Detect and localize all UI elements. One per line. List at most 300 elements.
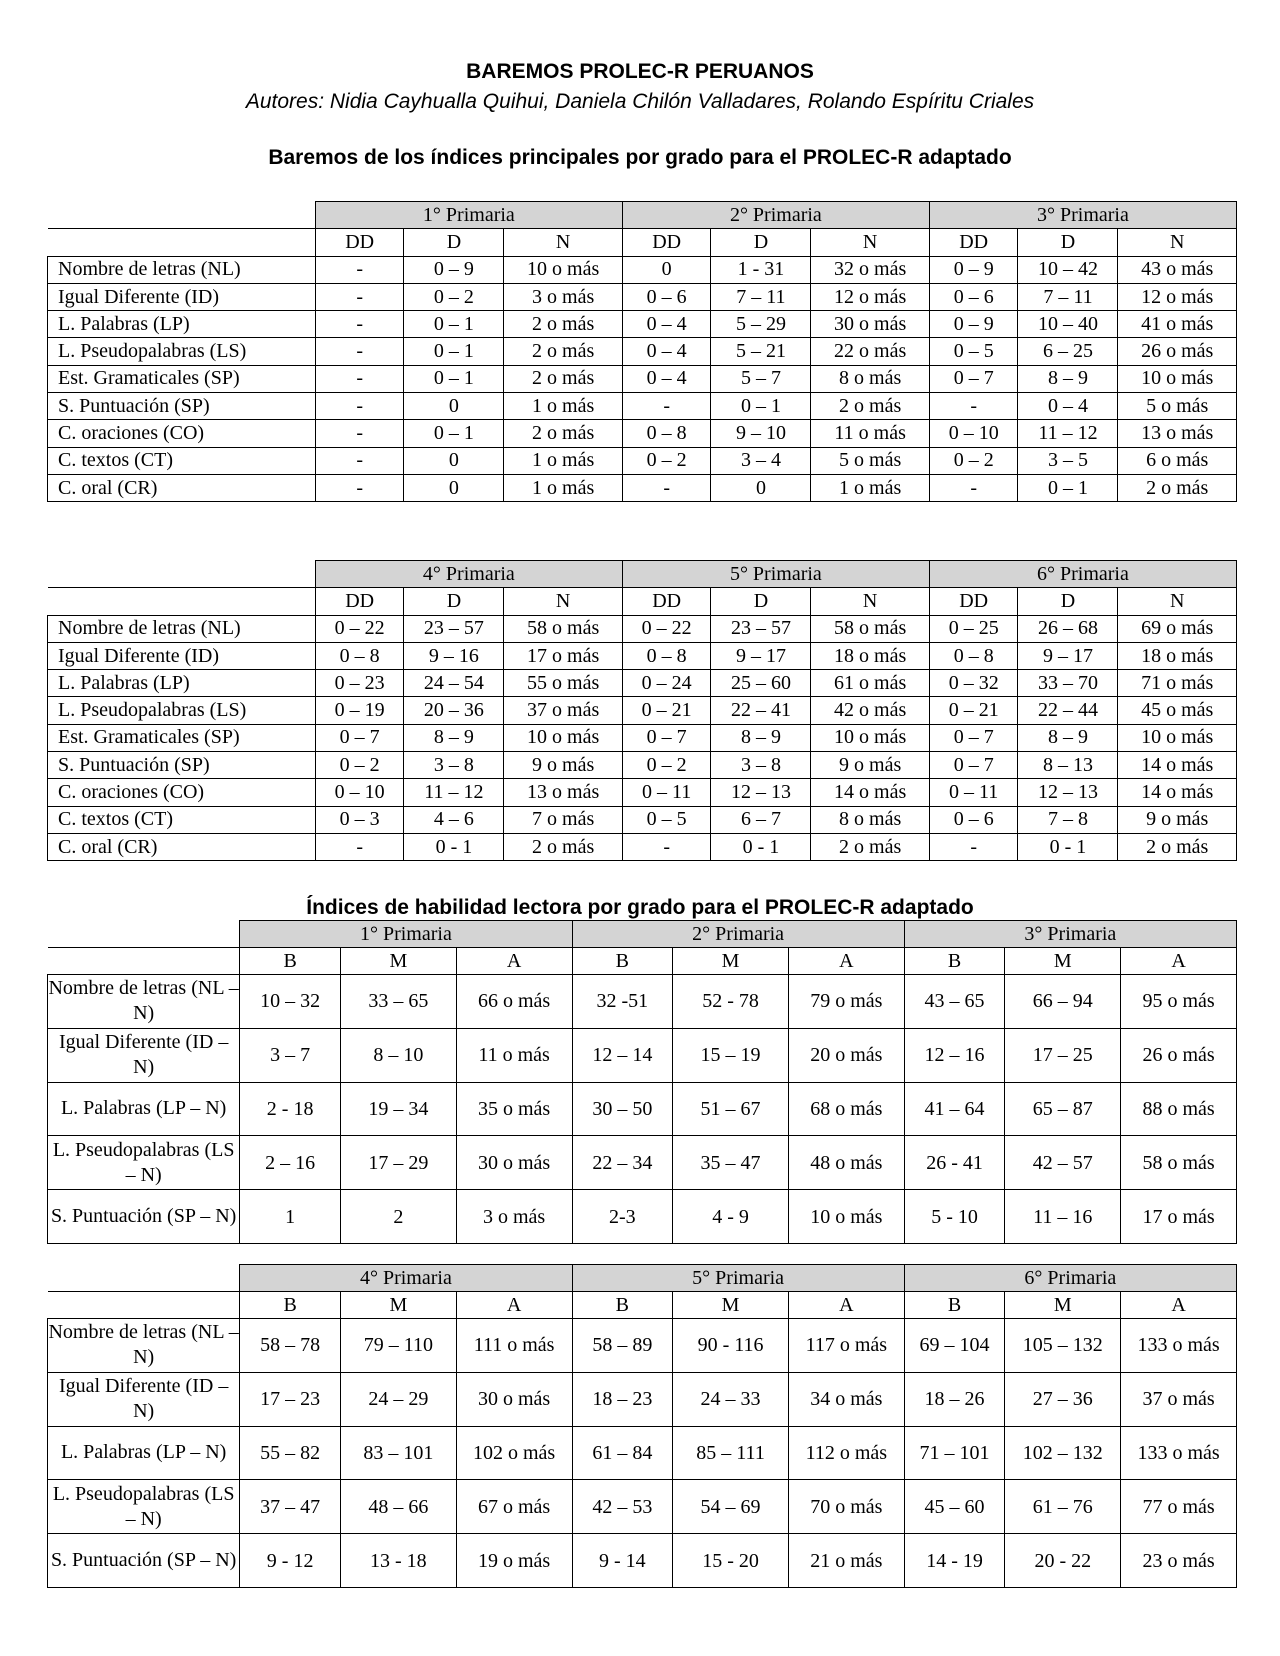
row-label: Nombre de letras (NL – N) [48,1319,240,1373]
table-cell: 67 o más [456,1480,572,1534]
table-cell: 5 – 7 [711,365,811,392]
table-cell: 0 – 21 [622,697,711,724]
table-cell: 90 - 116 [673,1319,789,1373]
blank-corner [48,202,316,229]
table-cell: 2 o más [811,833,929,860]
table-cell: 7 – 11 [1018,283,1118,310]
category-header: B [572,1292,673,1319]
table-cell: 18 – 26 [904,1372,1005,1426]
table-cell: 0 – 6 [929,806,1018,833]
table-cell: 0 – 22 [315,615,404,642]
row-label: L. Palabras (LP – N) [48,1426,240,1480]
table-cell: 0 – 6 [929,283,1018,310]
table-cell: 12 – 13 [1018,779,1118,806]
table-cell: 58 o más [811,615,929,642]
category-header: N [811,229,929,256]
table-cell: 0 – 2 [622,447,711,474]
table-cell: 22 – 44 [1018,697,1118,724]
table-cell: 0 – 1 [404,338,504,365]
table-row [48,283,1237,310]
row-label: Nombre de letras (NL – N) [48,975,240,1029]
table-reading-ability-grades-1-3 [47,920,1237,1244]
table-row [48,1190,1237,1244]
table-cell: 45 – 60 [904,1480,1005,1534]
table-row [48,474,1237,501]
table-cell: 14 o más [1118,779,1237,806]
table-cell: 0 – 22 [622,615,711,642]
table-cell: 3 o más [456,1190,572,1244]
table-cell: 0 – 7 [315,724,404,751]
category-header: B [240,948,341,975]
table-cell: 0 - 1 [711,833,811,860]
table-row [48,420,1237,447]
row-label: C. oral (CR) [48,474,316,501]
table-cell: 2 o más [504,420,622,447]
table-cell: 43 – 65 [904,975,1005,1029]
category-header: A [788,1292,904,1319]
row-label: Igual Diferente (ID) [48,642,316,669]
table-cell: 71 – 101 [904,1426,1005,1480]
table-row [48,833,1237,860]
table-cell: 18 – 23 [572,1372,673,1426]
table-cell: 0 – 32 [929,670,1018,697]
table-cell: 11 – 12 [1018,420,1118,447]
table-cell: 55 o más [504,670,622,697]
table-cell: 111 o más [456,1319,572,1373]
table-cell: 1 o más [504,447,622,474]
table-row [48,615,1237,642]
grade-header: 1° Primaria [315,202,622,229]
table-cell: 2 o más [504,338,622,365]
table-cell: 52 - 78 [673,975,789,1029]
table-cell: 22 o más [811,338,929,365]
category-header: M [673,1292,789,1319]
table-cell: 42 – 53 [572,1480,673,1534]
category-header: DD [929,229,1018,256]
category-header: D [404,588,504,615]
category-header: D [1018,229,1118,256]
table-cell: 0 – 2 [929,447,1018,474]
table-cell: 69 o más [1118,615,1237,642]
table-cell: 13 o más [1118,420,1237,447]
category-header: A [1121,1292,1237,1319]
table-cell: 5 – 29 [711,311,811,338]
table-cell: 5 – 21 [711,338,811,365]
table-row [48,311,1237,338]
table-cell: 0 – 8 [315,642,404,669]
table-cell: 33 – 70 [1018,670,1118,697]
table-cell: 66 – 94 [1005,975,1121,1029]
table-cell: 9 - 14 [572,1534,673,1588]
table-cell: - [315,338,404,365]
table-cell: 15 – 19 [673,1028,789,1082]
table-cell: 11 o más [456,1028,572,1082]
table-cell: 48 – 66 [340,1480,456,1534]
table-cell: 5 o más [811,447,929,474]
table-cell: 10 o más [504,724,622,751]
table-row [48,724,1237,751]
table-cell: 48 o más [788,1136,904,1190]
table-cell: 0 – 7 [929,724,1018,751]
row-label: S. Puntuación (SP) [48,393,316,420]
table-cell: 15 - 20 [673,1534,789,1588]
table-cell: 4 - 9 [673,1190,789,1244]
table-row [48,447,1237,474]
table-cell: 11 – 12 [404,779,504,806]
table-cell: 9 – 10 [711,420,811,447]
row-label: C. oraciones (CO) [48,779,316,806]
table-cell: 8 – 13 [1018,752,1118,779]
table-row [48,1534,1237,1588]
table-cell: 0 – 1 [404,365,504,392]
table-cell: 58 – 89 [572,1319,673,1373]
row-label: L. Pseudopalabras (LS – N) [48,1136,240,1190]
table-cell: 20 o más [788,1028,904,1082]
table-cell: 0 – 1 [1018,474,1118,501]
table-reading-ability-grades-4-6 [47,1264,1237,1588]
table-cell: 10 o más [504,256,622,283]
table-cell: - [315,283,404,310]
table-cell: 2 o más [504,365,622,392]
table-cell: 112 o más [788,1426,904,1480]
table-cell: 14 - 19 [904,1534,1005,1588]
category-header: B [904,948,1005,975]
table-cell: 30 o más [456,1136,572,1190]
table-cell: - [315,833,404,860]
blank-corner [48,561,316,588]
table-cell: 17 – 23 [240,1372,341,1426]
category-header: D [711,229,811,256]
table-cell: 2 o más [1118,474,1237,501]
table-cell: 102 o más [456,1426,572,1480]
table-cell: 3 – 7 [240,1028,341,1082]
table-cell: 1 o más [811,474,929,501]
table-cell: 32 -51 [572,975,673,1029]
table-cell: 24 – 29 [340,1372,456,1426]
table-cell: 17 – 29 [340,1136,456,1190]
table-cell: 12 o más [1118,283,1237,310]
grade-header-row [48,561,1237,588]
table-cell: 0 - 1 [1018,833,1118,860]
table-cell: 0 – 8 [622,642,711,669]
table-cell: 18 o más [1118,642,1237,669]
table-cell: 43 o más [1118,256,1237,283]
table-cell: 133 o más [1121,1319,1237,1373]
table-cell: 102 – 132 [1005,1426,1121,1480]
table-row [48,393,1237,420]
table-cell: 41 – 64 [904,1082,1005,1136]
table-cell: 0 – 9 [929,311,1018,338]
category-header: N [1118,229,1237,256]
table-row [48,1028,1237,1082]
table-cell: 85 – 111 [673,1426,789,1480]
table-cell: 0 – 1 [404,420,504,447]
table-cell: 12 – 13 [711,779,811,806]
table-cell: 3 – 5 [1018,447,1118,474]
table-cell: 37 o más [504,697,622,724]
table-cell: 0 – 7 [929,365,1018,392]
table-cell: 24 – 54 [404,670,504,697]
table-cell: 0 [404,393,504,420]
table-cell: 9 – 17 [1018,642,1118,669]
grade-header: 6° Primaria [904,1265,1236,1292]
table-cell: 7 o más [504,806,622,833]
table-cell: 8 – 9 [404,724,504,751]
table-row [48,1372,1237,1426]
table-cell: 42 – 57 [1005,1136,1121,1190]
table-cell: 77 o más [1121,1480,1237,1534]
table-row [48,779,1237,806]
grade-header-row [48,1265,1237,1292]
table-cell: 13 - 18 [340,1534,456,1588]
table-cell: 0 – 1 [404,311,504,338]
table-cell: 8 – 9 [711,724,811,751]
grade-header: 5° Primaria [622,561,929,588]
category-header: M [1005,948,1121,975]
table-cell: 22 – 34 [572,1136,673,1190]
category-header: A [788,948,904,975]
table-cell: 0 – 6 [622,283,711,310]
table-cell: 54 – 69 [673,1480,789,1534]
table-cell: 10 – 40 [1018,311,1118,338]
table-cell: - [315,447,404,474]
grade-header-row [48,202,1237,229]
table-cell: 3 – 4 [711,447,811,474]
table-cell: 10 o más [811,724,929,751]
category-header: N [1118,588,1237,615]
row-label: S. Puntuación (SP) [48,752,316,779]
table-cell: 26 o más [1121,1028,1237,1082]
table-cell: 8 – 10 [340,1028,456,1082]
table-cell: 2 – 16 [240,1136,341,1190]
category-header: D [1018,588,1118,615]
table-cell: 9 o más [504,752,622,779]
table-cell: 0 - 1 [404,833,504,860]
table-cell: 8 o más [811,365,929,392]
table-cell: 1 [240,1190,341,1244]
table-cell: 10 – 42 [1018,256,1118,283]
table-row [48,975,1237,1029]
table-cell: 1 o más [504,393,622,420]
category-header: M [673,948,789,975]
blank-corner [48,1292,240,1319]
table-cell: 95 o más [1121,975,1237,1029]
blank-corner [48,588,316,615]
row-label: L. Palabras (LP) [48,311,316,338]
blank-corner [48,1265,240,1292]
table-cell: 30 o más [811,311,929,338]
table-cell: 12 – 16 [904,1028,1005,1082]
table-cell: 0 – 21 [929,697,1018,724]
row-label: C. textos (CT) [48,806,316,833]
table-main-indices-grades-4-6 [47,560,1237,861]
table-cell: 23 – 57 [404,615,504,642]
table-cell: 5 o más [1118,393,1237,420]
table-cell: 30 – 50 [572,1082,673,1136]
category-header: DD [622,588,711,615]
table-cell: 6 – 7 [711,806,811,833]
row-label: Nombre de letras (NL) [48,615,316,642]
table-cell: 0 – 2 [622,752,711,779]
row-label: L. Pseudopalabras (LS) [48,697,316,724]
table-cell: - [622,393,711,420]
table-cell: 0 – 4 [622,338,711,365]
table-cell: - [315,256,404,283]
table-row [48,806,1237,833]
category-header: A [1121,948,1237,975]
table-cell: 37 o más [1121,1372,1237,1426]
grade-header: 4° Primaria [315,561,622,588]
row-label: S. Puntuación (SP – N) [48,1190,240,1244]
section-title-main-indices: Baremos de los índices principales por grado para el PROLEC-R adaptado [268,146,1012,169]
table-cell: 0 – 7 [622,724,711,751]
table-cell: 6 o más [1118,447,1237,474]
category-header: A [456,1292,572,1319]
table-cell: 23 – 57 [711,615,811,642]
category-header: DD [315,229,404,256]
table-cell: 42 o más [811,697,929,724]
table-cell: 20 – 36 [404,697,504,724]
table-cell: 71 o más [1118,670,1237,697]
table-cell: 9 – 17 [711,642,811,669]
grade-header: 4° Primaria [240,1265,572,1292]
row-label: Igual Diferente (ID) [48,283,316,310]
table-cell: 0 – 5 [929,338,1018,365]
grade-header: 2° Primaria [572,921,904,948]
table-cell: 0 – 4 [1018,393,1118,420]
table-cell: 58 o más [504,615,622,642]
category-header: M [340,948,456,975]
table-cell: 0 – 9 [404,256,504,283]
table-cell: 65 – 87 [1005,1082,1121,1136]
table-cell: 0 [404,474,504,501]
table-cell: 30 o más [456,1372,572,1426]
table-cell: 45 o más [1118,697,1237,724]
table-cell: 18 o más [811,642,929,669]
table-cell: 79 o más [788,975,904,1029]
table-cell: - [622,474,711,501]
table-cell: 0 [711,474,811,501]
table-cell: 11 o más [811,420,929,447]
table-cell: 68 o más [788,1082,904,1136]
category-header: D [404,229,504,256]
row-label: Nombre de letras (NL) [48,256,316,283]
table-cell: 0 – 10 [929,420,1018,447]
table-cell: 2 - 18 [240,1082,341,1136]
table-cell: 8 – 9 [1018,365,1118,392]
table-cell: 0 – 4 [622,311,711,338]
category-header-row [48,948,1237,975]
table-cell: 117 o más [788,1319,904,1373]
grade-header: 1° Primaria [240,921,572,948]
table-cell: 51 – 67 [673,1082,789,1136]
table-cell: 0 – 25 [929,615,1018,642]
table-cell: 1 o más [504,474,622,501]
table-cell: 61 o más [811,670,929,697]
table-row [48,752,1237,779]
table-cell: 26 o más [1118,338,1237,365]
table-cell: 0 – 3 [315,806,404,833]
category-header: B [904,1292,1005,1319]
table-cell: 0 [622,256,711,283]
table-cell: - [315,393,404,420]
table-row [48,697,1237,724]
table-cell: 37 – 47 [240,1480,341,1534]
table-row [48,1082,1237,1136]
table-cell: 19 o más [456,1534,572,1588]
category-header: D [711,588,811,615]
category-header: N [811,588,929,615]
row-label: L. Pseudopalabras (LS – N) [48,1480,240,1534]
table-cell: 79 – 110 [340,1319,456,1373]
table-cell: 0 – 8 [622,420,711,447]
table-row [48,1426,1237,1480]
table-cell: 25 – 60 [711,670,811,697]
table-row [48,256,1237,283]
grade-header-row [48,921,1237,948]
row-label: Est. Gramaticales (SP) [48,724,316,751]
table-cell: 19 – 34 [340,1082,456,1136]
table-cell: 58 o más [1121,1136,1237,1190]
grade-header: 6° Primaria [929,561,1236,588]
table-cell: 9 o más [1118,806,1237,833]
table-cell: 26 - 41 [904,1136,1005,1190]
table-row [48,1319,1237,1373]
category-header: M [340,1292,456,1319]
row-label: L. Pseudopalabras (LS) [48,338,316,365]
table-cell: 83 – 101 [340,1426,456,1480]
table-cell: 14 o más [1118,752,1237,779]
table-row [48,670,1237,697]
table-row [48,338,1237,365]
table-cell: 17 o más [1121,1190,1237,1244]
grade-header: 3° Primaria [904,921,1236,948]
table-cell: 9 - 12 [240,1534,341,1588]
category-header: B [572,948,673,975]
row-label: Igual Diferente (ID – N) [48,1028,240,1082]
table-cell: 13 o más [504,779,622,806]
table-cell: 88 o más [1121,1082,1237,1136]
category-header-row [48,588,1237,615]
table-cell: 12 o más [811,283,929,310]
table-cell: - [929,393,1018,420]
table-cell: 61 – 84 [572,1426,673,1480]
table-cell: 3 – 8 [711,752,811,779]
blank-corner [48,921,240,948]
document-authors: Autores: Nidia Cayhualla Quihui, Daniela Chilón Valladares, Rolando Espíritu Criales [245,90,1035,113]
table-cell: 9 – 16 [404,642,504,669]
table-cell: 8 o más [811,806,929,833]
table-cell: 69 – 104 [904,1319,1005,1373]
row-label: Igual Diferente (ID – N) [48,1372,240,1426]
category-header: DD [622,229,711,256]
table-row [48,1136,1237,1190]
table-cell: 0 [404,447,504,474]
table-cell: 0 – 2 [315,752,404,779]
table-cell: 0 – 10 [315,779,404,806]
category-header-row [48,1292,1237,1319]
table-cell: 32 o más [811,256,929,283]
table-cell: 35 – 47 [673,1136,789,1190]
table-cell: - [315,365,404,392]
table-cell: 0 – 2 [404,283,504,310]
table-cell: 41 o más [1118,311,1237,338]
table-cell: 27 – 36 [1005,1372,1121,1426]
table-cell: - [622,833,711,860]
table-cell: 0 – 9 [929,256,1018,283]
row-label: S. Puntuación (SP – N) [48,1534,240,1588]
row-label: C. textos (CT) [48,447,316,474]
